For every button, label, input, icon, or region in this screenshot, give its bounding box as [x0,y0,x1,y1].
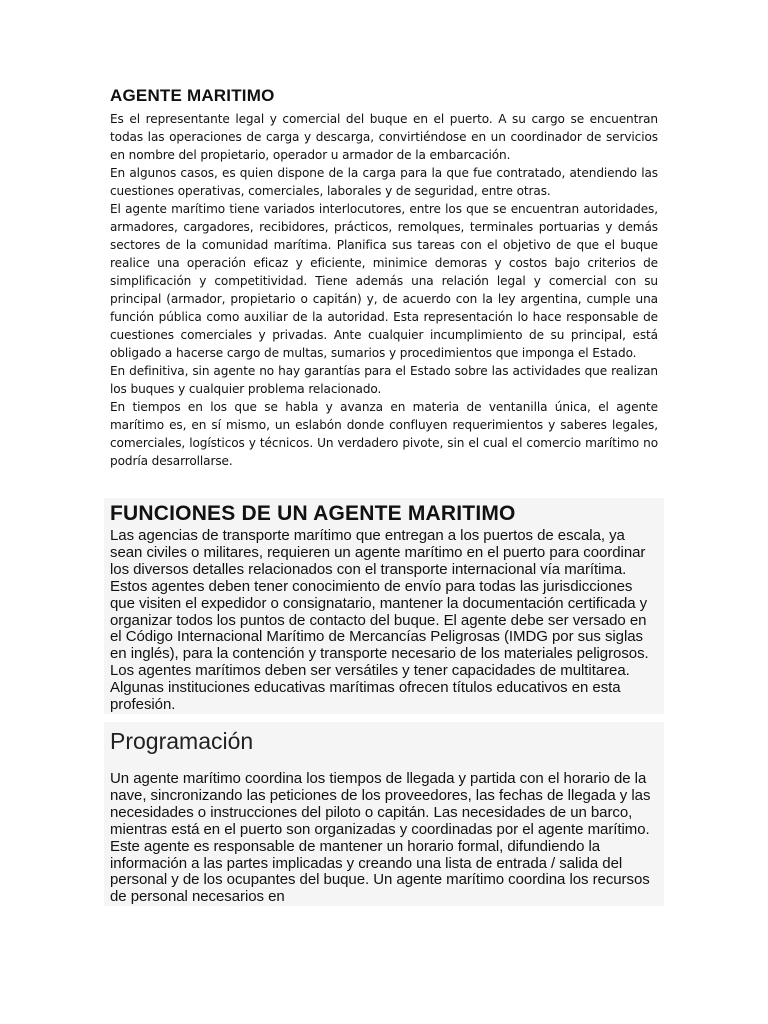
section-heading: FUNCIONES DE UN AGENTE MARITIMO [110,502,516,525]
paragraph: Es el representante legal y comercial del buque en el puerto. A su cargo se encuentran todas las operaciones de carga y descarga, convirtiéndose en un coordinador de servicios en nombre del propietario, operador u armador de la embarcación. [110,112,658,162]
funciones-section [104,498,664,714]
agente-maritimo-section [110,84,658,470]
programacion-section [104,722,664,906]
paragraph: En tiempos en los que se habla y avanza en materia de ventanilla única, el agente marítimo es, en sí mismo, un eslabón donde confluyen requerimientos y saberes legales, comerciales, logísticos y técnicos. Un verdadero pivote, sin el cual el comercio marítimo no podría desarrollarse. [110,400,658,468]
section-title: AGENTE MARITIMO [110,86,275,105]
section-body: Las agencias de transporte marítimo que entregan a los puertos de escala, ya sean civiles o militares, requieren un agente marítimo en el puerto para coordinar los diversos detalles relacionados con el transporte internacional vía marítima. Estos agentes deben tener conocimiento de envío para todas las jurisdicciones que visiten el expedidor o consignatario, mantener la documentación certificada y organizar todos los puntos de contacto del buque. El agente debe ser versado en el Código Internacional Marítimo de Mercancías Peligrosas (IMDG por sus siglas en inglés), para la contención y transporte necesario de los materiales peligrosos. Los agentes marítimos deben ser versátiles y tener capacidades de multitarea. Algunas instituciones educativas marítimas ofrecen títulos educativos en esta profesión. [110,527,649,714]
section-heading: Programación [110,728,254,754]
paragraph: En algunos casos, es quien dispone de la carga para la que fue contratado, atendiendo las cuestiones operativas, comerciales, laborales y de seguridad, entre otras. [110,166,658,198]
section-body: Un agente marítimo coordina los tiempos de llegada y partida con el horario de la nave, sincronizando las peticiones de los proveedores, las fechas de llegada y las necesidades o instrucciones del piloto o capitán. Las necesidades de un barco, mientras está en el puerto son organizadas y coordinadas por el agente marítimo. Este agente es responsable de mantener un horario formal, difundiendo la información a las partes implicadas y creando una lista de entrada / salida del personal y de los ocupantes del buque. Un agente marítimo coordina los recursos de personal necesarios en [110,770,651,906]
paragraph: En definitiva, sin agente no hay garantías para el Estado sobre las actividades que realizan los buques y cualquier problema relacionado. [110,364,658,396]
paragraph: El agente marítimo tiene variados interlocutores, entre los que se encuentran autoridades, armadores, cargadores, recibidores, prácticos, remolques, terminales portuarias y demás sectores de la comunidad marítima. Planifica sus tareas con el objetivo de que el buque realice una operación eficaz y eficiente, minimice demoras y costos bajo criterios de simplificación y competitividad. Tiene además una relación legal y comercial con su principal (armador, propietario o capitán) y, de acuerdo con la ley argentina, cumple una función pública como auxiliar de la autoridad. Esta representación lo hace responsable de cuestiones comerciales y privadas. Ante cualquier incumplimiento de su principal, está obligado a hacerse cargo de multas, sumarios y procedimientos que imponga el Estado. [110,202,658,360]
